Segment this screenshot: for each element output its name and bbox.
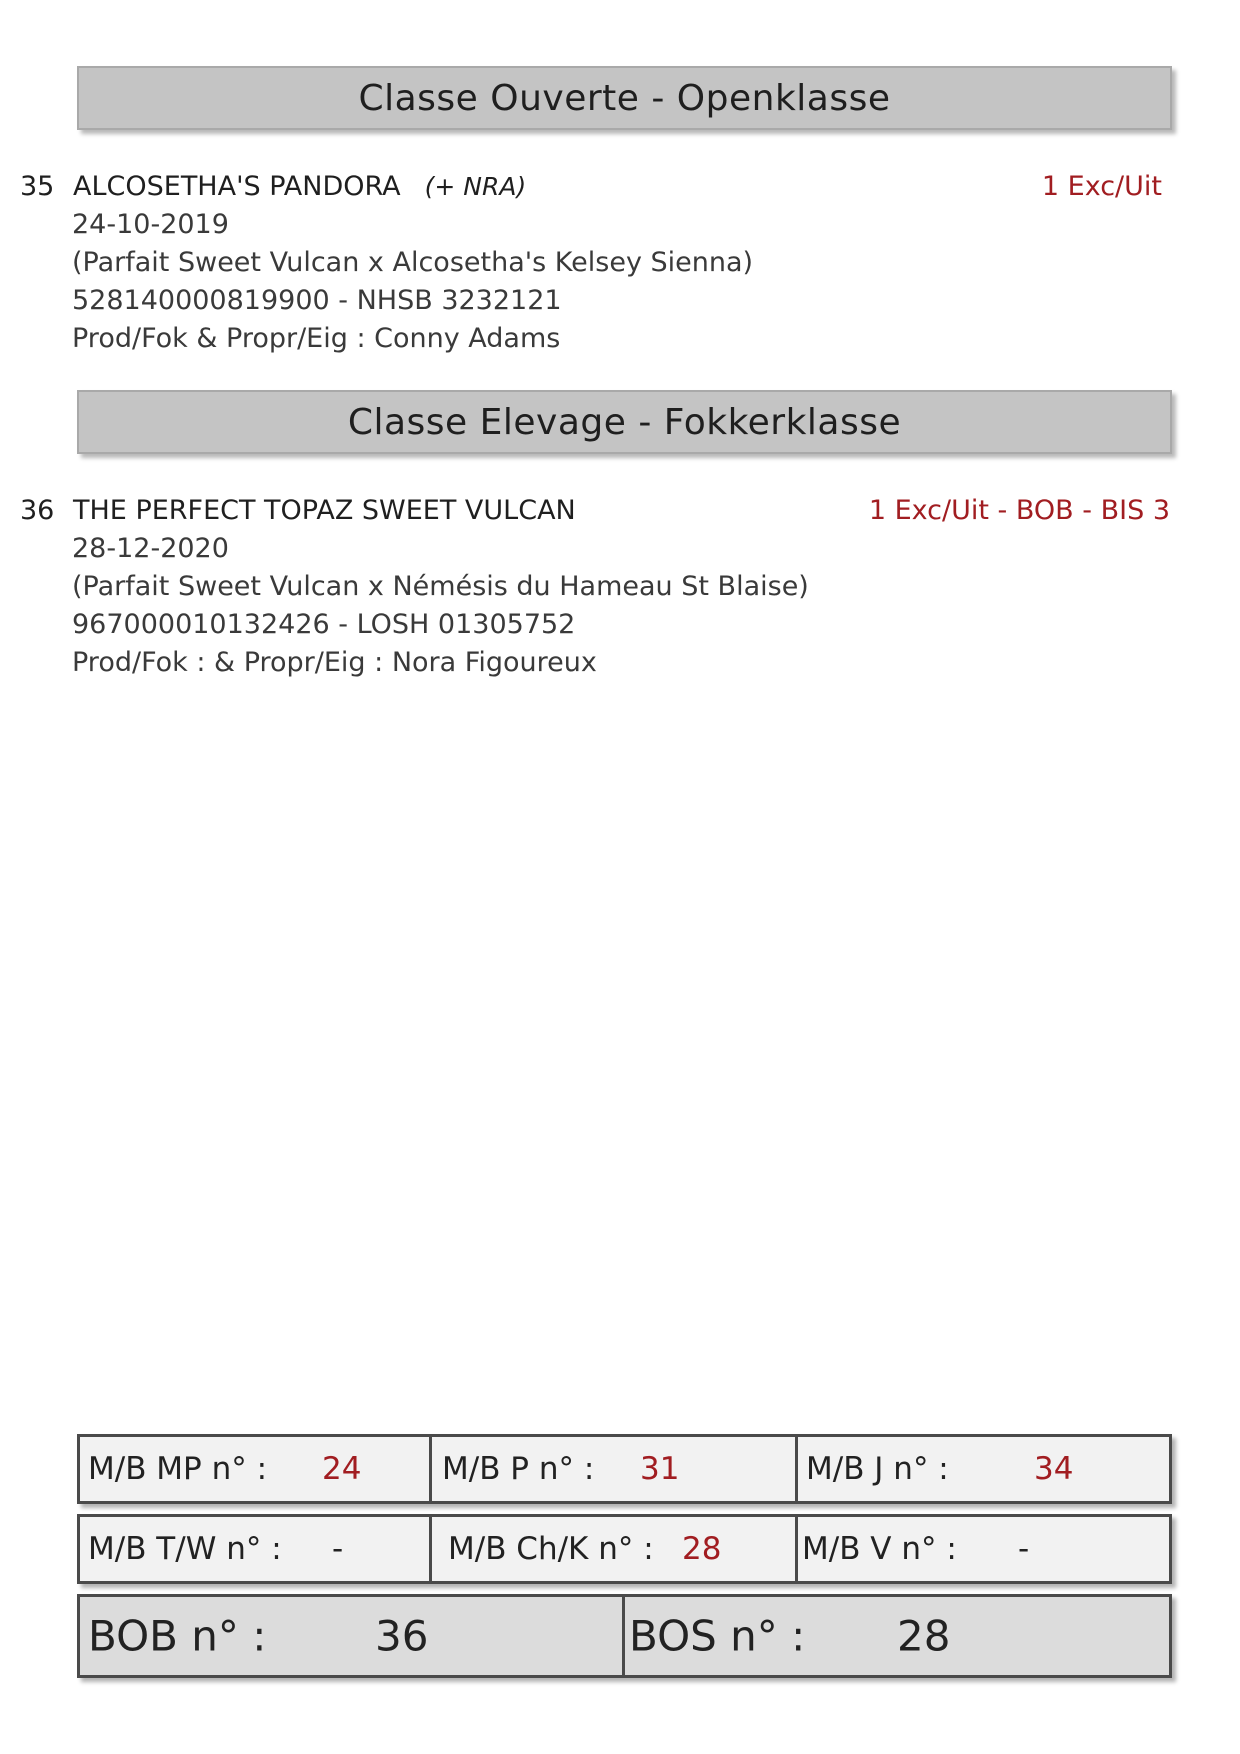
summary-row-bob-bos xyxy=(77,1594,1172,1678)
summary-row-1 xyxy=(77,1434,1172,1504)
summary-cell-v xyxy=(798,1517,1169,1581)
summary-value: - xyxy=(1018,1531,1030,1567)
entry-name-wrap xyxy=(73,168,526,206)
summary-label: M/B V n° : xyxy=(802,1531,957,1567)
summary-cell-p xyxy=(432,1437,798,1501)
summary-value: 28 xyxy=(682,1531,722,1567)
entry-number: 36 xyxy=(20,495,55,526)
class-title: Classe Elevage - Fokkerklasse xyxy=(347,401,902,443)
entry-birthdate: 24-10-2019 xyxy=(72,209,229,240)
entry-heading xyxy=(20,168,1200,206)
entry-birthdate: 28-12-2020 xyxy=(72,533,229,564)
summary-label: BOS n° : xyxy=(629,1611,806,1661)
summary-value: 28 xyxy=(897,1611,951,1661)
summary-label: M/B T/W n° : xyxy=(88,1531,282,1567)
summary-cell-j xyxy=(798,1437,1169,1501)
entry-owner: Prod/Fok : & Propr/Eig : Nora Figoureux xyxy=(72,647,597,678)
entry-36 xyxy=(20,492,1200,682)
summary-label: M/B P n° : xyxy=(442,1451,595,1487)
summary-value: 24 xyxy=(322,1451,362,1487)
class-header-open xyxy=(77,66,1172,130)
summary-value: 31 xyxy=(640,1451,680,1487)
entry-number: 35 xyxy=(20,171,55,202)
entry-name-wrap xyxy=(73,492,576,530)
entry-ids: 528140000819900 - NHSB 3232121 xyxy=(72,285,562,316)
summary-label: M/B MP n° : xyxy=(88,1451,268,1487)
entry-result: 1 Exc/Uit - BOB - BIS 3 xyxy=(868,495,1170,526)
dog-name: ALCOSETHA'S PANDORA xyxy=(73,171,401,202)
entry-heading xyxy=(20,492,1200,530)
entry-35 xyxy=(20,168,1200,358)
entry-owner: Prod/Fok & Propr/Eig : Conny Adams xyxy=(72,323,561,354)
entry-parents: (Parfait Sweet Vulcan x Némésis du Hameau St Blaise) xyxy=(72,571,809,602)
entry-ids: 967000010132426 - LOSH 01305752 xyxy=(72,609,576,640)
summary-cell-bob xyxy=(80,1597,625,1675)
summary-cell-tw xyxy=(80,1517,432,1581)
summary-label: M/B Ch/K n° : xyxy=(448,1531,654,1567)
dog-name: THE PERFECT TOPAZ SWEET VULCAN xyxy=(73,495,576,526)
entry-result: 1 Exc/Uit xyxy=(1041,171,1162,202)
summary-cell-mp xyxy=(80,1437,432,1501)
entry-parents: (Parfait Sweet Vulcan x Alcosetha's Kelsey Sienna) xyxy=(72,247,754,278)
summary-cell-chk xyxy=(432,1517,798,1581)
summary-value: - xyxy=(332,1531,344,1567)
entry-note: (+ NRA) xyxy=(424,172,527,201)
summary-cell-bos xyxy=(625,1597,1169,1675)
summary-label: M/B J n° : xyxy=(806,1451,949,1487)
summary-row-2 xyxy=(77,1514,1172,1584)
class-header-breeding xyxy=(77,390,1172,454)
summary-value: 36 xyxy=(375,1611,429,1661)
summary-label: BOB n° : xyxy=(88,1611,267,1661)
summary-value: 34 xyxy=(1034,1451,1074,1487)
class-title: Classe Ouverte - Openklasse xyxy=(358,77,891,119)
